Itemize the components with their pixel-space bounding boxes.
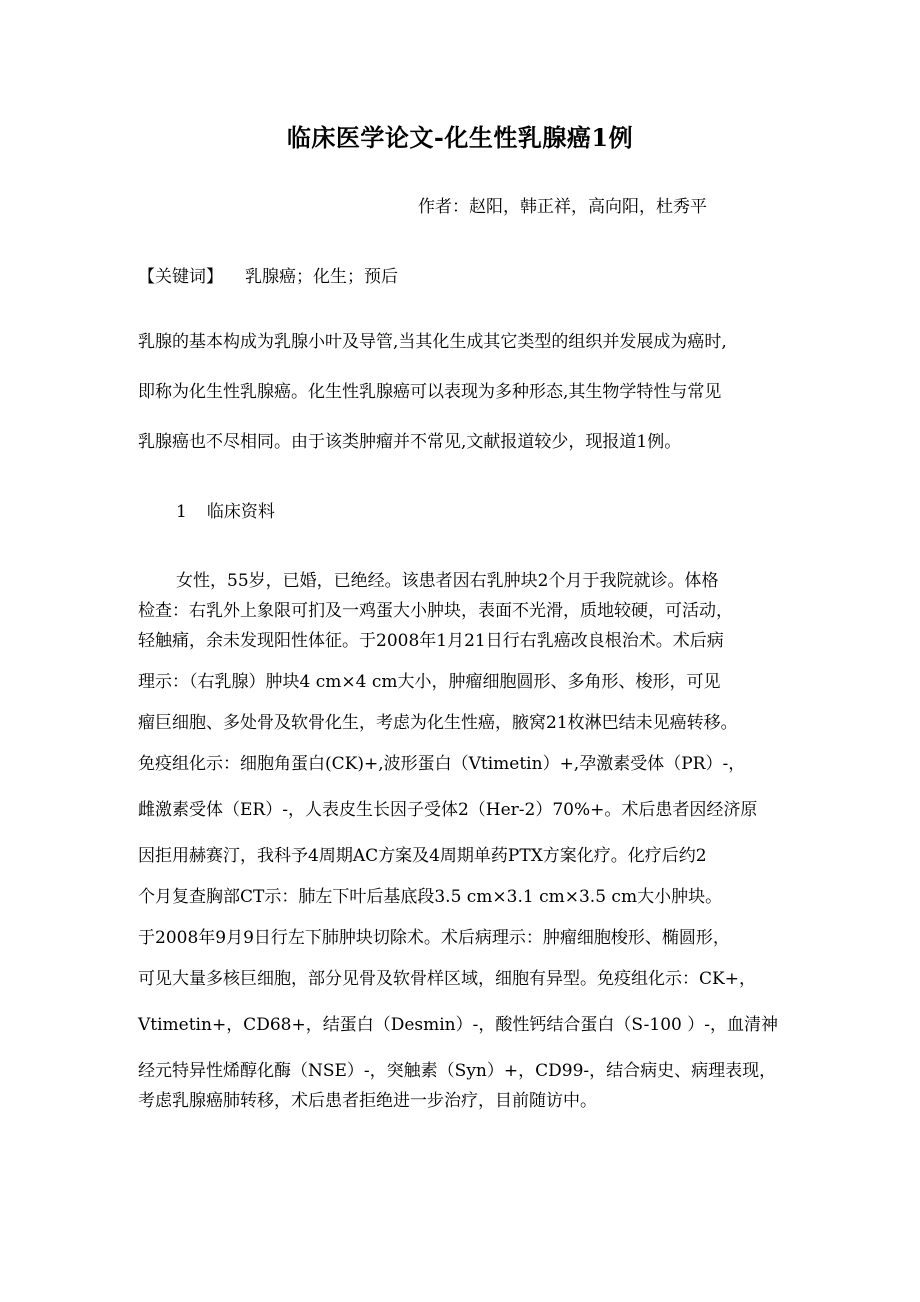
case-line: 理示：（右乳腺）肿块4 cm×4 cm大小，肿瘤细胞圆形、多角形、梭形，可见 [138, 672, 721, 692]
section-number: 1 [176, 502, 187, 522]
section-heading [176, 497, 275, 522]
case-line: 轻触痛，余未发现阳性体征。于2008年1月21日行右乳癌改良根治术。术后病 [138, 631, 724, 651]
case-line: 检查：右乳外上象限可扪及一鸡蛋大小肿块，表面不光滑，质地较硬，可活动， [138, 601, 733, 621]
intro-line: 即称为化生性乳腺癌。化生性乳腺癌可以表现为多种形态,其生物学特性与常见 [138, 382, 722, 402]
intro-line: 乳腺癌也不尽相同。由于该类肿瘤并不常见,文献报道较少，现报道1例。 [138, 432, 682, 452]
case-line: 经元特异性烯醇化酶（NSE）-，突触素（Syn）+，CD99-，结合病史、病理表现， [138, 1061, 777, 1081]
case-line: 因拒用赫赛汀，我科予4周期AC方案及4周期单药PTX方案化疗。化疗后约2 [138, 846, 707, 866]
intro-line: 乳腺的基本构成为乳腺小叶及导管,当其化生成其它类型的组织并发展成为癌时, [138, 332, 727, 352]
case-line: 女性，55岁，已婚，已绝经。该患者因右乳肿块2个月于我院就诊。体格 [176, 571, 719, 591]
case-line: 瘤巨细胞、多处骨及软骨化生，考虑为化生性癌，腋窝21枚淋巴结未见癌转移。 [138, 713, 738, 733]
case-line: 于2008年9月9日行左下肺肿块切除术。术后病理示：肿瘤细胞梭形、椭圆形， [138, 928, 730, 948]
document-title: 临床医学论文-化生性乳腺癌1例 [286, 123, 634, 152]
case-line: 个月复查胸部CT示：肺左下叶后基底段3.5 cm×3.1 cm×3.5 cm大小肿块。 [138, 887, 723, 907]
intro-paragraph [138, 327, 788, 477]
case-line: 雌激素受体（ER）-，人表皮生长因子受体2（Her-2）70%+。术后患者因经济原 [138, 800, 758, 820]
case-paragraph [138, 566, 788, 1116]
keywords-label: 【关键词】 [138, 267, 223, 287]
section-title: 临床资料 [206, 502, 275, 522]
keywords-text: 乳腺癌；化生；预后 [245, 267, 398, 287]
case-line: 免疫组化示：细胞角蛋白(CK)+,波形蛋白（Vtimetin）+,孕激素受体（PR）-， [138, 754, 746, 774]
case-line: 考虑乳腺癌肺转移，术后患者拒绝进一步治疗，目前随访中。 [138, 1091, 597, 1111]
keywords-line [138, 262, 398, 287]
author-line: 作者：赵阳，韩正祥，高向阳，杜秀平 [418, 197, 707, 217]
case-line: 可见大量多核巨细胞，部分见骨及软骨样区域，细胞有异型。免疫组化示：CK+， [138, 969, 756, 989]
case-line: Vtimetin+，CD68+，结蛋白（Desmin）-，酸性钙结合蛋白（S-100 ）-，血清神 [138, 1015, 778, 1035]
